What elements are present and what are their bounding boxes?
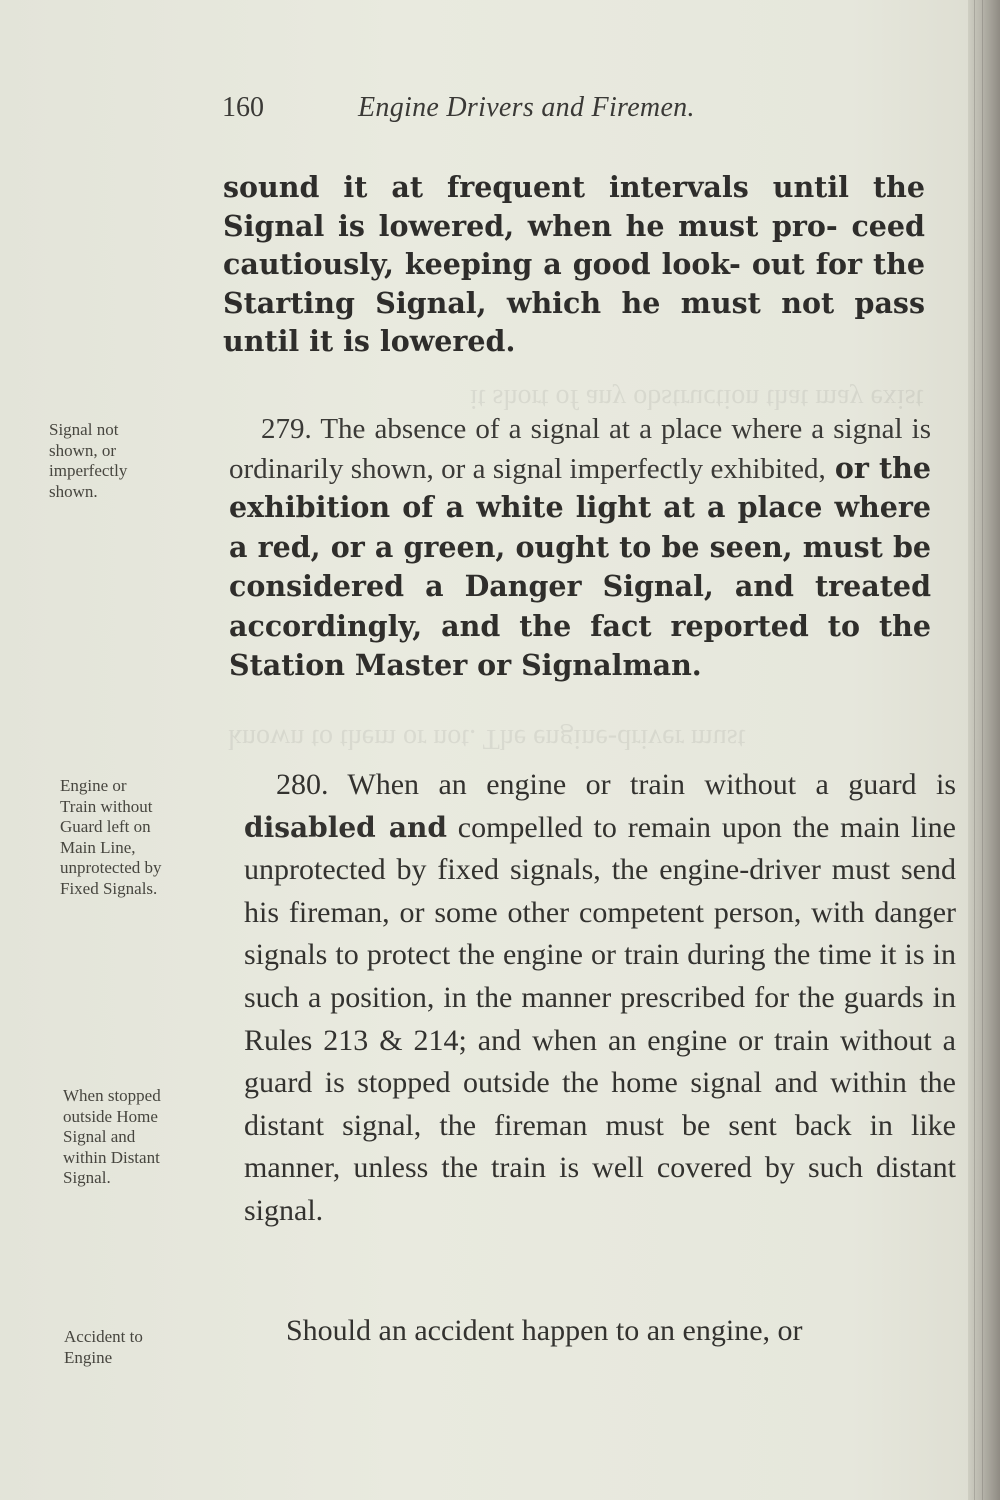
sidenote-line: outside Home [63,1106,158,1126]
rule-280-bold-text: disabled and [244,810,447,844]
text-line: out for the Starting Signal, which he [223,247,925,320]
sidenote-line: shown, or [49,440,117,460]
running-header [222,92,802,136]
sidenote-line: Engine [64,1347,113,1367]
text-line: sound it at frequent intervals until the [223,170,925,204]
sidenote-line: Engine or [60,776,127,795]
sidenote-line: Signal. [63,1168,111,1187]
sidenote-line: Guard left on [60,817,151,836]
text-line: must not pass until it is lowered. [223,285,926,358]
text-line: ceed cautiously, keeping a good look- [223,208,925,281]
sidenote-engine-without-guard [60,776,230,899]
continuation-paragraph [223,168,925,361]
accident-text: Should an accident happen to an engine, or [286,1314,803,1347]
sidenote-line: Accident to [64,1327,143,1346]
sidenote-line: When stopped [63,1086,161,1105]
page-number: 160 [222,92,264,123]
rule-279-paragraph [229,410,931,686]
sidenote-line: imperfectly [49,461,128,480]
running-title: Engine Drivers and Firemen. [358,92,695,123]
rule-279-bold-text: or the exhibition of a white light at a place where a red, or a green, ought to be seen, must be considered a Danger Signal, and treated accordingly, and the fact reported to the Station Master or Signalman. [229,450,931,682]
sidenote-line: Signal and [63,1127,136,1146]
page-edge [968,0,1000,1500]
sidenote-line: Fixed Signals. [60,878,158,898]
sidenote-line: Train without [60,796,153,816]
sidenote-line: Signal not [49,420,119,439]
sidenote-line: Main Line, [60,837,136,857]
sidenote-line: unprotected by [60,858,162,877]
show-through-text: known to them or not. The engine-driver must [228,723,746,754]
sidenote-stopped-outside-home-signal [63,1086,233,1189]
sidenote-signal-not-shown [49,420,199,502]
rule-280-text-part-2: compelled to remain upon the main line unprotected by fixed signals, the engine-driver must send his fireman, or some other competent person, with danger signals to protect the engine or train during the time it is in such a position, in the manner prescribed for the guards in Rules 213 & 214; and when an engine or train without a guard is stopped outside the home signal and within the distant signal, the fireman must be sent back in like manner, unless the train is well covered by such distant signal. [244,810,956,1227]
show-through-text: it short of any obstruction that may exist [470,383,924,414]
sidenote-line: shown. [49,481,98,501]
rule-279-plain-text: 279. The absence of a signal at a place where a signal is ordinarily shown, or a signal imperfectly exhibited, [229,413,931,485]
accident-paragraph [286,1310,962,1352]
rule-280-paragraph [244,764,956,1233]
sidenote-accident-to-engine [64,1327,214,1368]
sidenote-line: within Distant [63,1147,160,1167]
text-line: Signal is lowered, when he must pro- [223,208,838,243]
rule-280-text-part-1: 280. When an engine or train without a guard is [276,768,956,801]
